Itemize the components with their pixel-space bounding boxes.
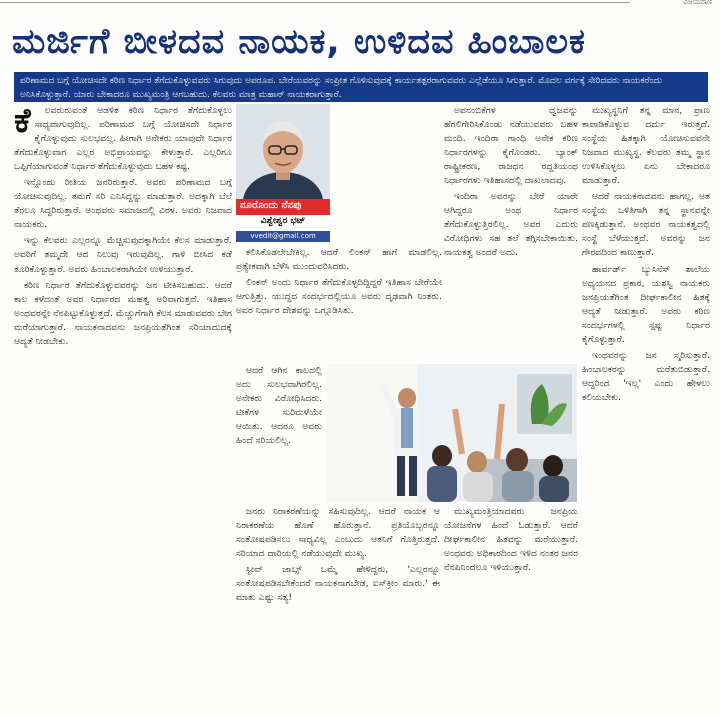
- paragraph: ಇನ್ನು ಕೆಲವರು ಎಲ್ಲರನ್ನೂ ಮೆಚ್ಚಿಸುವುದಕ್ಕಾಗಿಯೇ ಕೆಲಸ ಮಾಡುತ್ತಾರೆ. ಅವರಿಗೆ ತಮ್ಮದೇ ಆದ ನಿಲುವು ಇರುವುದಿಲ್ಲ. ಗಾಳಿ ಬೀಸಿದ ಕಡೆ ತೂರಿಕೊಳ್ಳುತ್ತಾರೆ. ಅವರು ಹಿಂಬಾಲಕರಾಗಿಯೇ ಉಳಿಯುತ್ತಾರೆ.: [14, 235, 232, 275]
- article-column-4: [582, 104, 710, 714]
- article-column-5: [236, 505, 440, 715]
- article-column-2b: [236, 364, 322, 504]
- column-label: ನೂರೊಂದು ನೆನಪು: [240, 200, 302, 211]
- paragraph: ಅಪನಂಬಿಕೆಗಳ ಧ್ವಜವನ್ನು ಹೆಗಲಿಗೇರಿಸಿಕೊಂಡು ನಡೆಯುವವರು ಬಹಳ ಮಂದಿ. ಇಂದಿರಾ ಗಾಂಧಿ ಅನೇಕ ಕಠಿಣ ನಿರ್ಧಾರಗಳನ್ನು ಕೈಗೊಂಡರು. ಬ್ಯಾಂಕ್ ರಾಷ್ಟ್ರೀಕರಣ, ರಾಜಧನ ರದ್ದತಿಯಂಥ ನಿರ್ಧಾರಗಳು ಇತಿಹಾಸದಲ್ಲಿ ದಾಖಲಾದವು.: [444, 105, 578, 187]
- article-column-3: [444, 104, 578, 362]
- paragraph: ಇಂಥವರನ್ನು ಜನ ಸ್ಮರಿಸುತ್ತಾರೆ. ಹಿಂಬಾಲಕರನ್ನು ಮರೆತುಬಿಡುತ್ತಾರೆ. ಆದ್ದರಿಂದ 'ಇಲ್ಲ' ಎಂದು ಹೇಳಲು ಕಲಿಯಬೇಕು.: [582, 349, 710, 403]
- paragraph: ಇನ್ನೊಂದು ರೀತಿಯ ಜನರಿರುತ್ತಾರೆ. ಅವರು ಪರಿಣಾಮದ ಬಗ್ಗೆ ಯೋಚಿಸುವುದಿಲ್ಲ. ತಮಗೆ ಸರಿ ಎನಿಸಿದ್ದನ್ನು ಮಾಡುತ್ತಾರೆ. ಅದಕ್ಕಾಗಿ ಬೆಲೆ ತೆರಲೂ ಸಿದ್ಧರಿರುತ್ತಾರೆ. ಅಂಥವರು ಸಮಾಜದಲ್ಲಿ ವಿರಳ. ಅವರು ನಿಜವಾದ ನಾಯಕರು.: [14, 177, 232, 231]
- paragraph: ಜನರು ನಿರಾಕರಣೆಯನ್ನು ಸಹಿಸುವುದಿಲ್ಲ. ಆದರೆ ನಾಯಕ ಆ ನಿರಾಕರಣೆಯ ಹೊಣೆ ಹೊರುತ್ತಾನೆ. ಪ್ರತಿಯೊಬ್ಬರನ್ನೂ ಸಂತೋಷಪಡಿಸಲು ಸಾಧ್ಯವಿಲ್ಲ ಎಂಬುದು ಆತನಿಗೆ ಗೊತ್ತಿರುತ್ತದೆ. ಸರಿಯಾದ ದಾರಿಯಲ್ಲಿ ನಡೆಯುವುದೇ ಮುಖ್ಯ.: [236, 506, 440, 560]
- standfirst: ಪರಿಣಾಮದ ಬಗ್ಗೆ ಯೋಚಿಸದೇ ಕಠಿಣ ನಿರ್ಧಾರ ತೆಗೆದುಕೊಳ್ಳುವವರು ಸಿಗುವುದು ಅಪರೂಪ. ಬೇರೆಯವರನ್ನು ಸಂಪ್ರೀತ ಗೊಳಿಸುವುದಕ್ಕೆ ಕಾರ್ಯತತ್ಪರರಾಗುವವರು ಎಲ್ಲೆಡೆಯೂ ಸಿಗುತ್ತಾರೆ. ಮೊದಲ ವರ್ಗಕ್ಕೆ ಸೇರಿದವರು ನಾಯಕರೆಂದು ಅನಿಸಿಕೊಳ್ಳುತ್ತಾರೆ. ಯಾರು ಬೇಕಾದರೂ ಮುಖ್ಯಮಂತ್ರಿ ಆಗಬಹುದು. ಕೆಲವರು ಮಾತ್ರ ಮಹಾನ್ ನಾಯಕರಾಗುತ್ತಾರೆ.: [14, 72, 708, 102]
- paragraph: ಆದರೆ ನಾಯಕನಾದವನು ಹಾಗಲ್ಲ. ಆತ ಸಂಸ್ಥೆಯ ಒಳಿತಿಗಾಗಿ ತನ್ನ ಸ್ಥಾನವನ್ನೇ ಪಣಕ್ಕಿಡುತ್ತಾನೆ. ಅಂಥವರ ನಾಯಕತ್ವದಲ್ಲಿ ಸಂಸ್ಥೆ ಬೆಳೆಯುತ್ತದೆ. ಅವರನ್ನು ಜನ ಗೌರವದಿಂದ ಕಾಣುತ್ತಾರೆ.: [582, 191, 710, 259]
- author-email: vvedit@gmail.com: [236, 231, 330, 242]
- paragraph: ಹಾರ್ವರ್ಡ್ ಬ್ಯುಸಿನೆಸ್ ಶಾಲೆಯ ಅಧ್ಯಯನದ ಪ್ರಕಾರ, ಯಶಸ್ವಿ ನಾಯಕರು ಜನಪ್ರಿಯತೆಗಿಂತ ದೀರ್ಘಕಾಲೀನ ಹಿತಕ್ಕೆ ಆದ್ಯತೆ ನೀಡುತ್ತಾರೆ. ಅವರು ಕಠಿಣ ಸಂದರ್ಭಗಳಲ್ಲಿ ಸ್ಪಷ್ಟ ನಿರ್ಧಾರ ಕೈಗೊಳ್ಳುತ್ತಾರೆ.: [582, 263, 710, 345]
- paragraph: ಮುಖ್ಯಸ್ಥನಿಗೆ ತನ್ನ ಮಾನ, ಪ್ರಾಣ ಕಾಪಾಡಿಕೊಳ್ಳುವ ದರ್ದು ಇರುತ್ತದೆ. ಸಂಸ್ಥೆಯ ಹಿತಕ್ಕಾಗಿ ಯೋಚಿಸುವವನೇ ನಿಜವಾದ ಮುಖ್ಯಸ್ಥ. ಕೆಲವರು ತಮ್ಮ ಸ್ಥಾನ ಉಳಿಸಿಕೊಳ್ಳಲು ಏನು ಬೇಕಾದರೂ ಮಾಡುತ್ತಾರೆ.: [582, 105, 710, 187]
- paragraph: ಕಲಿಸಿಕೊಡಲೇಬೇಕಿಲ್ಲ. ಆದರೆ ಲಿಂಕನ್ ಹಾಗೆ ಮಾಡಲಿಲ್ಲ. ಪ್ರತ್ಯೇಕವಾಗಿ ಬೆಳೆಸಿ ಮುಂದುವರಿಸಿದರು.: [236, 247, 442, 273]
- paragraph: ಆದರೆ ಆಗಿನ ಕಾಲದಲ್ಲಿ ಅದು ಸುಲಭವಾಗಿರಲಿಲ್ಲ. ಅನೇಕರು ವಿರೋಧಿಸಿದರು. ಟೀಕೆಗಳ ಸುರಿಮಳೆಯೇ ಆಯಿತು. ಆದರೂ ಅವರು ಹಿಂದೆ ಸರಿಯಲಿಲ್ಲ.: [236, 365, 322, 447]
- author-name: ವಿಶ್ವೇಶ್ವರ ಭಟ್: [260, 216, 306, 226]
- drop-cap: ಕೆ: [14, 104, 31, 141]
- divider: [0, 2, 630, 3]
- headline: ಮರ್ಜಿಗೆ ಬೀಳದವ ನಾಯಕ, ಉಳಿದವ ಹಿಂಬಾಲಕ: [12, 22, 586, 62]
- paragraph: ಸ್ಟೀವ್ ಜಾಬ್ಸ್ ಒಮ್ಮೆ ಹೇಳಿದ್ದರು, 'ಎಲ್ಲರನ್ನೂ ಸಂತೋಷಪಡಿಸಬೇಕೆಂದರೆ ನಾಯಕನಾಗಬೇಡ, ಐಸ್‌ಕ್ರೀಂ ಮಾರು.' ಈ ಮಾತು ಎಷ್ಟು ಸತ್ಯ!: [236, 564, 440, 604]
- portrait-image: [236, 104, 330, 199]
- paragraph: ಲಿಂಕನ್ ಅಂದು ನಿರ್ಧಾರ ತೆಗೆದುಕೊಳ್ಳದಿದ್ದಿದ್ದರೆ ಇತಿಹಾಸ ಬೇರೆಯೇ ಆಗುತ್ತಿತ್ತು. ಯುದ್ಧದ ಸಂದರ್ಭದಲ್ಲಿಯೂ ಅವರು ದೃಢವಾಗಿ ನಿಂತರು. ಅವರ ನಿರ್ಧಾರ ದೇಶವನ್ನು ಒಗ್ಗೂಡಿಸಿತು.: [236, 277, 442, 317]
- paragraph: ಲವರುರುವಂತೆ ಆಡಳಿತ ಕಠಿಣ ನಿರ್ಧಾರ ತೆಗೆದುಕೊಳ್ಳಲು ಸಾಧ್ಯವಾಗುವುದಿಲ್ಲ. ಪರಿಣಾಮದ ಬಗ್ಗೆ ಯೋಚಿಸದೇ ನಿರ್ಧಾರ ಕೈಗೊಳ್ಳುವುದು ಸುಲಭವಲ್ಲ. ಹೀಗಾಗಿ ಅನೇಕರು ಯಾವುದೇ ನಿರ್ಧಾರ ತೆಗೆದುಕೊಳ್ಳುವಾಗ ಎಲ್ಲರ ಅಭಿಪ್ರಾಯವನ್ನು ಕೇಳುತ್ತಾರೆ. ಎಲ್ಲರಿಗೂ ಒಪ್ಪಿಗೆಯಾಗುವಂತೆ ನಿರ್ಧಾರ ತೆಗೆದುಕೊಳ್ಳುವುದು ಬಹಳ ಕಷ್ಟ.: [14, 105, 232, 173]
- paragraph: ಕಠಿಣ ನಿರ್ಧಾರ ತೆಗೆದುಕೊಳ್ಳುವವರನ್ನು ಜನ ಟೀಕಿಸಬಹುದು. ಆದರೆ ಕಾಲ ಕಳೆದಂತೆ ಅವರ ನಿರ್ಧಾರದ ಮಹತ್ವ ಅರಿವಾಗುತ್ತದೆ. ಇತಿಹಾಸ ಅಂಥವರನ್ನೇ ನೆನಪಿಟ್ಟುಕೊಳ್ಳುತ್ತದೆ. ಮೆಚ್ಚುಗೆಗಾಗಿ ಕೆಲಸ ಮಾಡುವವರು ಬೇಗ ಮರೆಯಾಗುತ್ತಾರೆ. ನಾಯಕನಾದವನು ಜನಪ್ರಿಯತೆಗಿಂತ ಸರಿಯಾದುದಕ್ಕೆ ಆದ್ಯತೆ ನೀಡಬೇಕು.: [14, 279, 232, 347]
- column-label-bar: [236, 199, 330, 215]
- author-photo: [236, 104, 330, 199]
- meeting-illustration: [327, 364, 577, 502]
- office-meeting-image: [327, 364, 577, 502]
- article-column-2: [236, 246, 442, 362]
- article-column-1: [14, 104, 232, 714]
- paragraph: ಮುಖ್ಯಮಂತ್ರಿಯಾದವರು ಜನಪ್ರಿಯ ಯೋಜನೆಗಳ ಹಿಂದೆ ಓಡುತ್ತಾರೆ. ಆದರೆ ದೀರ್ಘಕಾಲೀನ ಹಿತವನ್ನು ಮರೆಯುತ್ತಾರೆ. ಅಂಥವರು ಅಧಿಕಾರದಿಂದ ಇಳಿದ ನಂತರ ಜನರ ನೆನಪಿನಿಂದಲೂ ಇಳಿಯುತ್ತಾರೆ.: [444, 506, 578, 574]
- paragraph: ಇಂದಿರಾ ಅವರನ್ನು ಬೇರೆ ಯಾರೇ ಆಗಿದ್ದರೂ ಅಂಥ ನಿರ್ಧಾರ ತೆಗೆದುಕೊಳ್ಳುತ್ತಿರಲಿಲ್ಲ. ಅವರ ಎದುರು ವಿರೋಧಿಗಳು ಸಹ ತಲೆ ತಗ್ಗಿಸಬೇಕಾಯಿತು. ನಾಯಕತ್ವ ಅಂದರೆ ಅದು.: [444, 191, 578, 259]
- newspaper-tag: ವಿಜಯವಾಣಿ: [683, 0, 712, 6]
- article-column-6: [444, 505, 578, 715]
- top-rule: [0, 0, 720, 5]
